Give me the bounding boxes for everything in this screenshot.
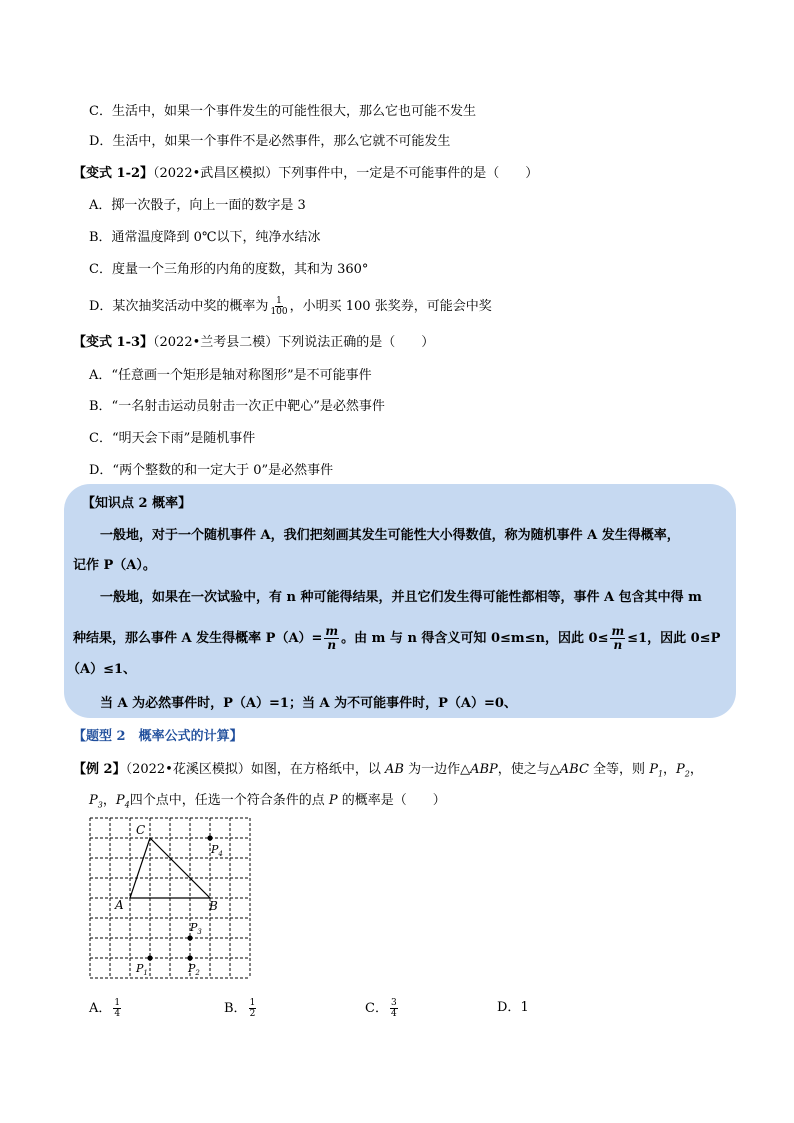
knowledge-text-part: 。由 m 与 n 得含义可知 0≤m≤n，因此 0≤ [341, 631, 609, 646]
variant-tag: 【变式 1-2】 [73, 166, 154, 181]
option-d-text-after: ，小明买 100 张奖券，可能会中奖 [289, 299, 492, 314]
fraction-denominator: 2 [249, 1009, 256, 1019]
label-a: A [115, 898, 124, 912]
label-c: C [136, 823, 146, 837]
option-d-text-before: D．某次抽奖活动中奖的概率为 [89, 299, 269, 314]
knowledge-text: 当 A 为必然事件时，P（A）=1；当 A 为不可能事件时，P（A）=0、 [100, 696, 517, 711]
choice-d[interactable] [497, 1000, 529, 1016]
choice-fraction [249, 998, 257, 1019]
probability-fraction [270, 296, 287, 317]
point-p1: $P_1$ [649, 762, 664, 779]
choice-b[interactable] [224, 998, 258, 1019]
variant-question: 下列事件中，一定是不可能事件的是（ ） [278, 166, 539, 181]
choice-fraction [390, 998, 398, 1019]
fraction-denominator: n [613, 638, 623, 652]
example-text: 全等，则 [588, 762, 650, 777]
variant-1-3-option-c: C．“明天会下雨”是随机事件 [89, 431, 256, 446]
label-p1: $P_1$ [136, 962, 148, 977]
variant-question: 下列说法正确的是（ ） [278, 335, 435, 350]
variant-1-2-option-c: C．度量一个三角形的内角的度数，其和为 360° [89, 262, 369, 277]
example-text: 如图，在方格纸中，以 [250, 762, 385, 777]
triangle-abp: ABP [470, 762, 498, 777]
choice-label: D． [497, 1000, 521, 1015]
fraction-numerator: m [611, 624, 625, 638]
fraction-numerator: 1 [276, 296, 282, 306]
example-text: 四个点中，任选一个符合条件的点 [129, 793, 329, 808]
triangle-abc: ABC [559, 762, 589, 777]
example-2-stem: 【例 2】（2022•花溪区模拟）如图，在方格纸中，以 AB 为一边作△ABP，使之与△ABC 全等，则 $P_1$，$P_2$， [73, 762, 703, 779]
variant-1-2-option-d [89, 296, 492, 317]
example-text: 的概率是（ ） [337, 793, 446, 808]
knowledge-text: 一般地，对于一个随机事件 A，我们把刻画其发生可能性大小得数值，称为随机事件 A 发生得概率， [100, 528, 680, 543]
point-p4: $P_4$ [115, 793, 130, 810]
knowledge-text: 记作 P（A）。 [73, 558, 156, 573]
example-tag: 【例 2】 [73, 762, 126, 777]
fraction-numerator: 1 [114, 998, 121, 1008]
variant-1-2-option-a: A．掷一次骰子，向上一面的数字是 3 [89, 198, 306, 213]
knowledge-text-part: ≤1，因此 0≤P [627, 631, 721, 646]
knowledge-text: （A）≤1、 [67, 662, 137, 677]
variant-1-3-option-a: A．“任意画一个矩形是轴对称图形”是不可能事件 [89, 368, 372, 383]
point-p1-dot [147, 955, 152, 960]
label-p4: $P_4$ [211, 843, 223, 858]
grid-figure [86, 814, 256, 980]
point-p: P [328, 793, 338, 808]
example-source: （2022•花溪区模拟） [125, 762, 251, 777]
choice-label: A． [89, 1001, 112, 1016]
variant-1-2-stem [73, 166, 538, 182]
point-p3: $P_3$ [89, 793, 103, 810]
point-p3-dot [187, 935, 192, 940]
label-b: B [209, 899, 218, 913]
example-text: 为一边作△ [403, 762, 471, 777]
fraction-denominator: n [327, 638, 337, 652]
example-2-stem-line2: $P_3$，$P_4$四个点中，任选一个符合条件的点 P 的概率是（ ） [89, 793, 446, 810]
fraction-denominator: 100 [270, 307, 288, 317]
variant-tag: 【变式 1-3】 [73, 335, 154, 350]
m-over-n-fraction [610, 625, 625, 652]
choice-label: C． [365, 1001, 388, 1016]
choice-a[interactable] [89, 998, 123, 1019]
m-over-n-fraction [324, 625, 339, 652]
point-p2: $P_2$ [676, 762, 690, 779]
label-p2: $P_2$ [188, 962, 200, 977]
variant-source: （2022•兰考县二模） [153, 335, 279, 350]
knowledge-point-title: 【知识点 2 概率】 [82, 496, 192, 511]
segment-ab: AB [384, 762, 404, 777]
variant-source: （2022•武昌区模拟） [153, 166, 279, 181]
knowledge-text: 一般地，如果在一次试验中，有 n 种可能得结果，并且它们发生得可能性都相等，事件 A 包含其中得 m [100, 590, 702, 605]
point-p2-dot [187, 955, 192, 960]
option-c-prev: C．生活中，如果一个事件发生的可能性很大，那么它也可能不发生 [89, 104, 476, 119]
variant-1-3-option-b: B．“一名射击运动员射击一次正中靶心”是必然事件 [89, 399, 385, 414]
fraction-denominator: 4 [114, 1009, 121, 1019]
choice-fraction [113, 998, 121, 1019]
variant-1-2-option-b: B．通常温度降到 0℃以下，纯净水结冰 [89, 230, 321, 245]
example-text: ，使之与△ [497, 762, 560, 777]
knowledge-text [73, 625, 720, 652]
choice-value: 1 [520, 1000, 529, 1015]
choice-label: B． [224, 1001, 247, 1016]
point-p4-dot [207, 835, 212, 840]
fraction-denominator: 4 [390, 1009, 397, 1019]
knowledge-text-part: 种结果，那么事件 A 发生得概率 P（A）= [73, 631, 323, 646]
label-p3: $P_3$ [190, 921, 202, 936]
option-d-prev: D．生活中，如果一个事件不是必然事件，那么它就不可能发生 [89, 134, 451, 149]
choice-c[interactable] [365, 998, 400, 1019]
variant-1-3-stem [73, 335, 434, 351]
fraction-numerator: 3 [390, 998, 397, 1008]
variant-1-3-option-d: D．“两个整数的和一定大于 0”是必然事件 [89, 463, 334, 478]
topic-2-title: 【题型 2 概率公式的计算】 [73, 729, 243, 744]
fraction-numerator: 1 [249, 998, 256, 1008]
fraction-numerator: m [325, 624, 339, 638]
